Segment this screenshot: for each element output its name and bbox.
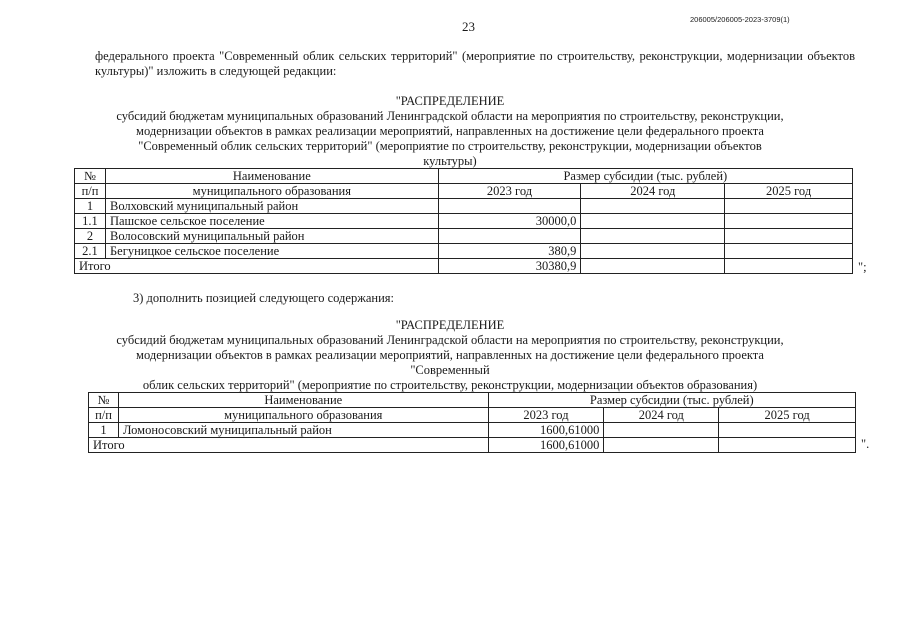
table1-title: "РАСПРЕДЕЛЕНИЕ <box>395 94 505 108</box>
distribution-table-2 <box>88 392 856 453</box>
header-year-2024: 2024 год <box>604 408 719 423</box>
row-name: Волосовский муниципальный район <box>105 229 438 244</box>
table1-closing-quote: "; <box>858 260 867 274</box>
row-num: 1.1 <box>75 214 106 229</box>
row-2025 <box>725 214 853 229</box>
header-num-sub: п/п <box>75 184 106 199</box>
table2-subtitle-line: субсидий бюджетам муниципальных образований Ленинградской области на мероприятия по строительству, реконструкции, <box>116 333 784 347</box>
header-subsidy: Размер субсидии (тыс. рублей) <box>488 393 855 408</box>
row-2025 <box>719 423 856 438</box>
total-label: Итого <box>89 438 489 453</box>
header-name-sub: муниципального образования <box>105 184 438 199</box>
header-num-sub: п/п <box>89 408 119 423</box>
item-3-text: 3) дополнить позицией следующего содержания: <box>133 291 394 305</box>
total-label: Итого <box>75 259 439 274</box>
total-2025 <box>719 438 856 453</box>
header-year-2023: 2023 год <box>438 184 581 199</box>
row-2023: 30000,0 <box>438 214 581 229</box>
row-2023: 380,9 <box>438 244 581 259</box>
total-2023: 1600,61000 <box>488 438 604 453</box>
table2-closing-quote: ". <box>861 437 870 451</box>
row-2025 <box>725 244 853 259</box>
row-num: 1 <box>89 423 119 438</box>
intro-paragraph: федерального проекта "Современный облик сельских территорий" (мероприятие по строительству, реконструкции, модернизации объектов культуры)" изложить в следующей редакции: <box>95 49 855 78</box>
table-row <box>75 229 853 244</box>
header-subsidy: Размер субсидии (тыс. рублей) <box>438 169 852 184</box>
table-row <box>75 199 853 214</box>
table1-subtitle-line: "Современный облик сельских территорий" (мероприятие по строительству, реконструкции, модернизации объектов культуры) <box>138 139 762 168</box>
table-row <box>75 244 853 259</box>
row-2024 <box>581 199 725 214</box>
header-num: № <box>75 169 106 184</box>
page-number: 23 <box>462 19 475 34</box>
header-name-sub: муниципального образования <box>118 408 488 423</box>
document-id: 206005/206005-2023-3709(1) <box>690 15 790 24</box>
table-header-row <box>89 408 856 423</box>
header-year-2025: 2025 год <box>719 408 856 423</box>
header-year-2024: 2024 год <box>581 184 725 199</box>
table1-subtitle-line: модернизации объектов в рамках реализации мероприятий, направленных на достижение цели федерального проекта <box>136 124 764 138</box>
table-header-row <box>89 393 856 408</box>
row-num: 2 <box>75 229 106 244</box>
row-2023 <box>438 199 581 214</box>
total-2024 <box>604 438 719 453</box>
row-name: Бегуницкое сельское поселение <box>105 244 438 259</box>
row-num: 2.1 <box>75 244 106 259</box>
total-2024 <box>581 259 725 274</box>
row-2024 <box>581 244 725 259</box>
row-2023 <box>438 229 581 244</box>
header-num: № <box>89 393 119 408</box>
row-name: Волховский муниципальный район <box>105 199 438 214</box>
row-2025 <box>725 229 853 244</box>
row-name: Ломоносовский муниципальный район <box>118 423 488 438</box>
row-num: 1 <box>75 199 106 214</box>
table-total-row <box>89 438 856 453</box>
table2-subtitle-line: облик сельских территорий" (мероприятие по строительству, реконструкции, модернизации объектов образования) <box>142 378 758 392</box>
distribution-table-1 <box>74 168 853 274</box>
header-name: Наименование <box>105 169 438 184</box>
row-name: Пашское сельское поселение <box>105 214 438 229</box>
total-2023: 30380,9 <box>438 259 581 274</box>
table-row <box>89 423 856 438</box>
row-2024 <box>581 229 725 244</box>
row-2025 <box>725 199 853 214</box>
header-name: Наименование <box>118 393 488 408</box>
row-2024 <box>604 423 719 438</box>
table1-subtitle-line: субсидий бюджетам муниципальных образований Ленинградской области на мероприятия по строительству, реконструкции, <box>116 109 784 123</box>
row-2023: 1600,61000 <box>488 423 604 438</box>
table2-title: "РАСПРЕДЕЛЕНИЕ <box>395 318 505 332</box>
table1-heading <box>110 94 790 169</box>
header-year-2023: 2023 год <box>488 408 604 423</box>
table-header-row <box>75 184 853 199</box>
table2-heading <box>100 318 800 393</box>
table-total-row <box>75 259 853 274</box>
table-row <box>75 214 853 229</box>
table-header-row <box>75 169 853 184</box>
total-2025 <box>725 259 853 274</box>
header-year-2025: 2025 год <box>725 184 853 199</box>
row-2024 <box>581 214 725 229</box>
table2-subtitle-line: модернизации объектов в рамках реализации мероприятий, направленных на достижение цели федерального проекта "Современный <box>136 348 764 377</box>
